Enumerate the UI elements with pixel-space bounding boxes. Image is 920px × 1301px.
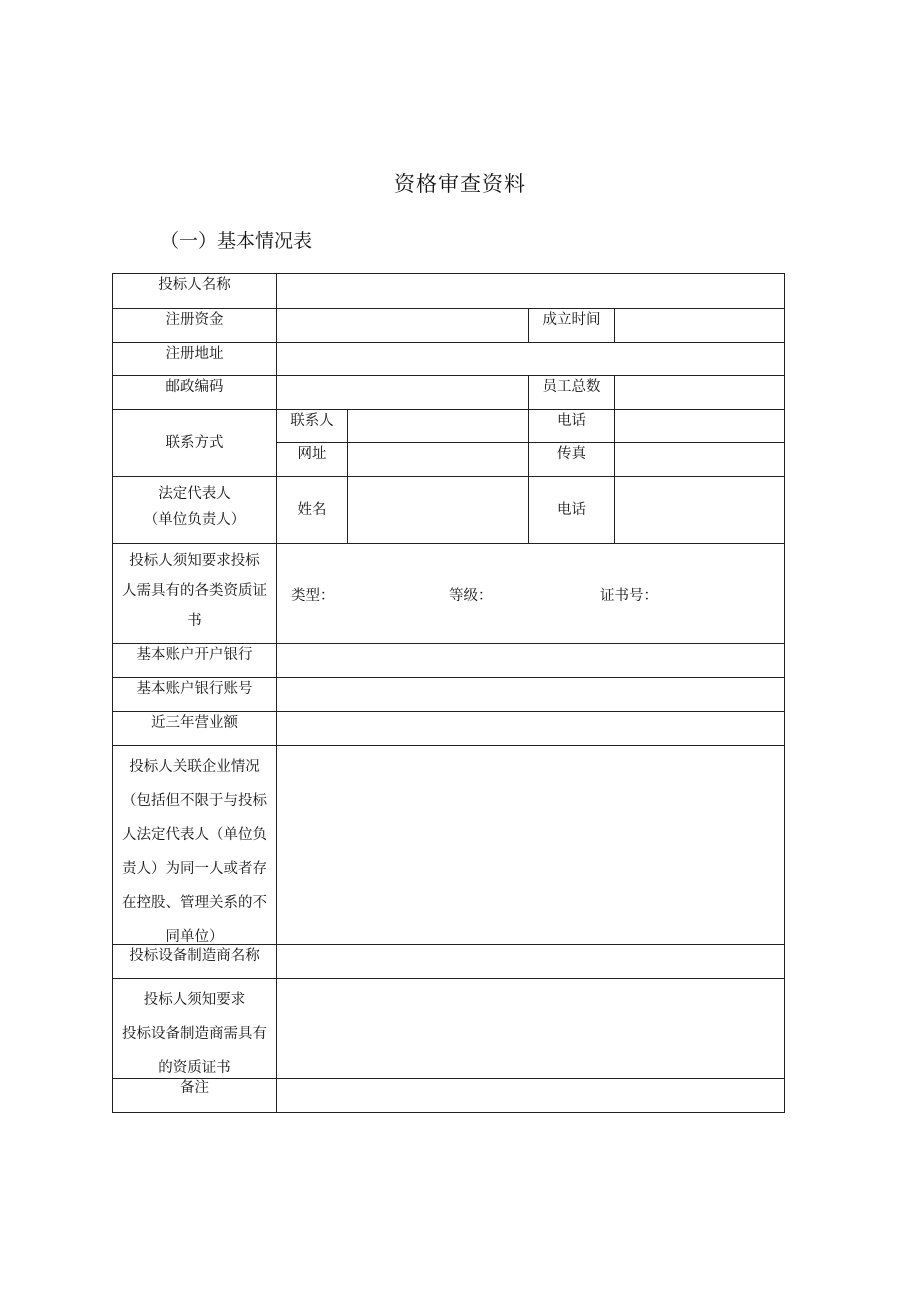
legal-name-label: 姓名 [277,477,348,544]
postal-code-label: 邮政编码 [113,376,277,410]
type-label: 类型： [291,588,335,604]
remarks-field[interactable] [277,1079,785,1113]
qualification-label [113,544,277,644]
registered-address-label: 注册地址 [113,343,277,376]
related-label-line: 同单位） [165,929,224,945]
website-field[interactable] [348,443,529,477]
fax-label: 传真 [529,443,615,477]
basic-info-table [112,273,785,1113]
related-companies-field[interactable] [277,746,785,945]
qualification-label-line: 书 [187,613,202,629]
remarks-label: 备注 [113,1079,277,1113]
legal-rep-label [113,477,277,544]
registered-address-field[interactable] [277,343,785,376]
qualification-label-line: 人需具有的各类资质证 [122,583,267,599]
legal-name-field[interactable] [348,477,529,544]
related-label-line: 人法定代表人（单位负 [122,827,267,843]
related-companies-label [113,746,277,945]
mfr-qual-label-line: 投标人须知要求 [143,992,246,1008]
manufacturer-field[interactable] [277,945,785,979]
bank-account-field[interactable] [277,678,785,712]
contact-method-label: 联系方式 [113,410,277,477]
legal-rep-label-line1: 法定代表人 [158,486,231,502]
legal-rep-label-line2: （单位负责人） [143,512,246,528]
revenue-field[interactable] [277,712,785,746]
grade-label: 等级： [449,588,493,604]
mfr-qual-label-line: 投标设备制造商需具有 [122,1026,267,1042]
legal-phone-label: 电话 [529,477,615,544]
contact-person-field[interactable] [348,410,529,443]
employee-count-field[interactable] [615,376,785,410]
document-title: 资格审查资料 [394,172,526,196]
employee-count-label: 员工总数 [529,376,615,410]
phone-field[interactable] [615,410,785,443]
manufacturer-qualification-label [113,979,277,1079]
related-label-line: （包括但不限于与投标 [122,793,267,809]
contact-person-label: 联系人 [277,410,348,443]
section-title: （一）基本情况表 [160,230,313,252]
postal-code-field[interactable] [277,376,529,410]
mfr-qual-label-line: 的资质证书 [158,1060,231,1076]
registered-capital-field[interactable] [277,309,529,343]
fax-field[interactable] [615,443,785,477]
established-time-label: 成立时间 [529,309,615,343]
related-label-line: 投标人关联企业情况 [129,759,260,775]
related-label-line: 责人）为同一人或者存 [122,861,267,877]
bidder-name-label: 投标人名称 [113,274,277,309]
bank-label: 基本账户开户银行 [113,644,277,678]
bidder-name-field[interactable] [277,274,785,309]
qualification-label-line: 投标人须知要求投标 [129,553,260,569]
manufacturer-label: 投标设备制造商名称 [113,945,277,979]
legal-phone-field[interactable] [615,477,785,544]
bank-field[interactable] [277,644,785,678]
related-label-line: 在控股、管理关系的不 [122,895,267,911]
qualification-field[interactable] [277,544,785,644]
phone-label: 电话 [529,410,615,443]
bank-account-label: 基本账户银行账号 [113,678,277,712]
manufacturer-qualification-field[interactable] [277,979,785,1079]
revenue-label: 近三年营业额 [113,712,277,746]
established-time-field[interactable] [615,309,785,343]
cert-no-label: 证书号： [600,588,658,604]
registered-capital-label: 注册资金 [113,309,277,343]
website-label: 网址 [277,443,348,477]
